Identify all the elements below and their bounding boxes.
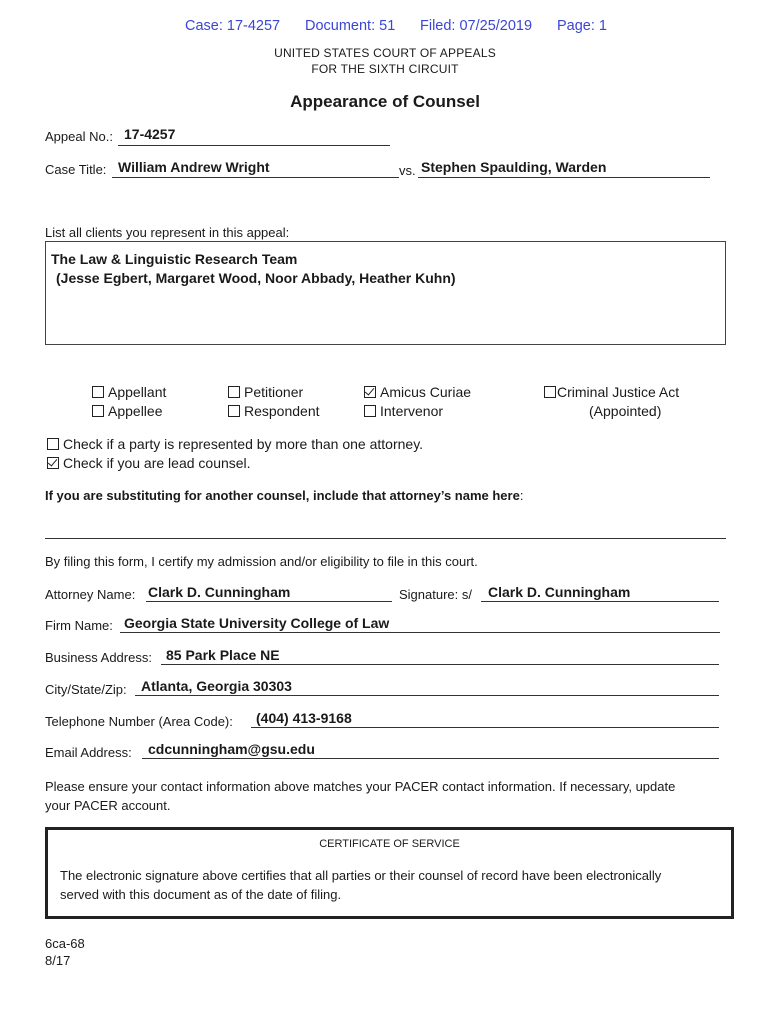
signature-value: Clark D. Cunningham: [488, 584, 631, 600]
cja-checkbox[interactable]: [544, 386, 556, 398]
certify-text: By filing this form, I certify my admission and/or eligibility to file in this court.: [45, 554, 478, 569]
respondent-checkbox[interactable]: [228, 405, 240, 417]
city-state-zip-label: City/State/Zip:: [45, 682, 127, 697]
form-date: 8/17: [45, 953, 71, 968]
attorney-name-field[interactable]: [146, 601, 392, 602]
firm-name-field[interactable]: [120, 632, 720, 633]
attorney-name-label: Attorney Name:: [45, 587, 136, 602]
intervenor-checkbox[interactable]: [364, 405, 376, 417]
case-title-party2: Stephen Spaulding, Warden: [421, 159, 607, 175]
firm-name-value: Georgia State University College of Law: [124, 615, 390, 631]
role-amicus-curiae[interactable]: Amicus Curiae: [364, 384, 471, 400]
case-title-party2-field[interactable]: [418, 177, 710, 178]
appeal-no-field[interactable]: [118, 145, 390, 146]
city-state-zip-value: Atlanta, Georgia 30303: [141, 678, 292, 694]
header-filed: Filed: 07/25/2019: [420, 18, 533, 34]
firm-name-label: Firm Name:: [45, 618, 113, 633]
role-petitioner[interactable]: Petitioner: [228, 384, 303, 400]
court-circuit: FOR THE SIXTH CIRCUIT: [311, 62, 459, 76]
pacer-note: Please ensure your contact information above matches your PACER contact information. If necessary, update your PACER account.: [45, 779, 676, 813]
substitution-field[interactable]: [45, 538, 726, 539]
role-criminal-justice-act[interactable]: Criminal Justice Act: [544, 384, 679, 400]
telephone-label: Telephone Number (Area Code):: [45, 714, 233, 729]
court-name: UNITED STATES COURT OF APPEALS: [274, 46, 496, 60]
clients-textarea[interactable]: [45, 241, 726, 345]
appeal-no-value: 17-4257: [124, 126, 176, 142]
case-title-party1: William Andrew Wright: [118, 159, 270, 175]
multiple-attorneys-check[interactable]: Check if a party is represented by more than one attorney.: [47, 436, 423, 452]
lead-counsel-check[interactable]: Check if you are lead counsel.: [47, 455, 251, 471]
multiple-attorneys-checkbox[interactable]: [47, 438, 59, 450]
certificate-text: The electronic signature above certifies that all parties or their counsel of record have been electronically served with this document as of the date of filing.: [60, 868, 662, 902]
appeal-no-label: Appeal No.:: [45, 129, 113, 144]
header-page: Page: 1: [557, 18, 607, 34]
appellee-checkbox[interactable]: [92, 405, 104, 417]
clients-label: List all clients you represent in this appeal:: [45, 225, 290, 240]
certificate-heading: CERTIFICATE OF SERVICE: [319, 838, 460, 850]
case-title-label: Case Title:: [45, 162, 107, 177]
substitution-label: If you are substituting for another counsel, include that attorney’s name here:: [45, 488, 524, 503]
signature-label: Signature: s/: [399, 587, 472, 602]
header-document: Document: 51: [305, 18, 396, 34]
role-intervenor[interactable]: Intervenor: [364, 403, 443, 419]
clients-line1: The Law & Linguistic Research Team: [51, 251, 298, 267]
cja-appointed-label: (Appointed): [589, 403, 662, 419]
vs-label: vs.: [399, 163, 416, 178]
case-title-party1-field[interactable]: [112, 177, 399, 178]
telephone-value: (404) 413-9168: [256, 710, 352, 726]
clients-line2: (Jesse Egbert, Margaret Wood, Noor Abbady, Heather Kuhn): [56, 270, 456, 286]
amicus-checkbox[interactable]: [364, 386, 376, 398]
business-address-field[interactable]: [161, 664, 719, 665]
signature-field[interactable]: [481, 601, 719, 602]
form-footer: [45, 935, 85, 969]
email-label: Email Address:: [45, 745, 132, 760]
email-field[interactable]: [142, 758, 719, 759]
header-case: Case: 17-4257: [185, 18, 281, 34]
attorney-name-value: Clark D. Cunningham: [148, 584, 291, 600]
business-address-label: Business Address:: [45, 650, 152, 665]
petitioner-checkbox[interactable]: [228, 386, 240, 398]
role-respondent[interactable]: Respondent: [228, 403, 320, 419]
role-appellee[interactable]: Appellee: [92, 403, 163, 419]
certificate-of-service-box: [45, 827, 734, 919]
role-appellant[interactable]: Appellant: [92, 384, 166, 400]
page-title: Appearance of Counsel: [290, 92, 480, 111]
city-state-zip-field[interactable]: [135, 695, 719, 696]
business-address-value: 85 Park Place NE: [166, 647, 280, 663]
appellant-checkbox[interactable]: [92, 386, 104, 398]
email-value: cdcunningham@gsu.edu: [148, 741, 315, 757]
lead-counsel-checkbox[interactable]: [47, 457, 59, 469]
form-number: 6ca-68: [45, 936, 85, 951]
telephone-field[interactable]: [251, 727, 719, 728]
